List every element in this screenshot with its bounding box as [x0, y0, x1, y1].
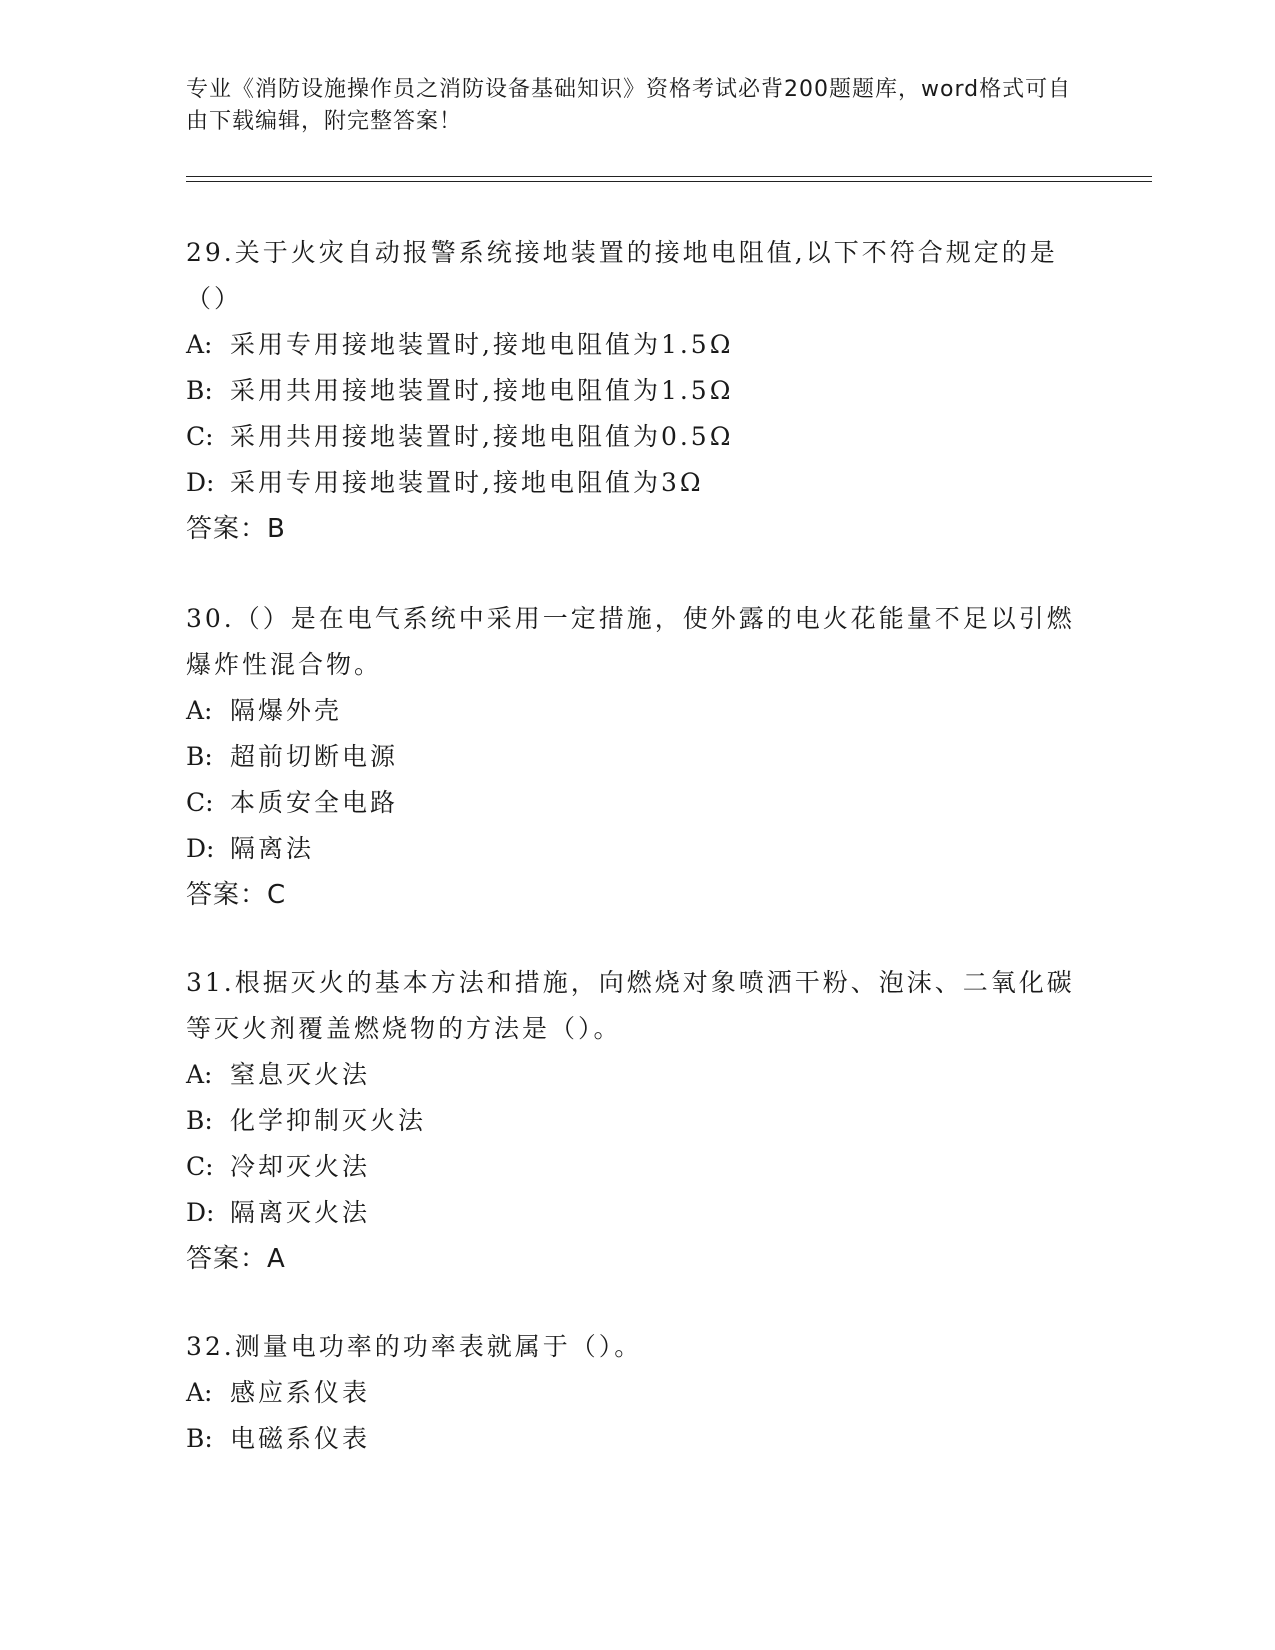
option-letter: D: — [186, 1198, 215, 1227]
option-text: 电磁系仪表 — [230, 1424, 371, 1453]
option-d — [186, 826, 1086, 872]
option-letter: A: — [186, 696, 213, 725]
option-text: 超前切断电源 — [230, 742, 399, 771]
option-text: 隔离法 — [230, 834, 315, 863]
option-a — [186, 688, 1086, 734]
question-31 — [186, 960, 1086, 1282]
option-a — [186, 1370, 1086, 1416]
option-b — [186, 1416, 1086, 1462]
answer-label: 答案：C — [186, 880, 287, 910]
option-text: 采用共用接地装置时,接地电阻值为0.5Ω — [230, 422, 734, 451]
option-letter: B: — [186, 1424, 213, 1453]
question-30 — [186, 596, 1086, 918]
option-letter: B: — [186, 376, 213, 405]
option-text: 隔爆外壳 — [230, 696, 343, 725]
option-c — [186, 780, 1086, 826]
option-text: 采用共用接地装置时,接地电阻值为1.5Ω — [230, 376, 734, 405]
question-29 — [186, 230, 1086, 552]
question-stem: 30.（）是在电气系统中采用一定措施，使外露的电火花能量不足以引燃爆炸性混合物。 — [186, 604, 1075, 679]
option-text: 采用专用接地装置时,接地电阻值为1.5Ω — [230, 330, 734, 359]
question-stem: 32.测量电功率的功率表就属于（）。 — [186, 1332, 643, 1361]
option-c — [186, 414, 1086, 460]
option-letter: C: — [186, 788, 214, 817]
option-text: 化学抑制灭火法 — [230, 1106, 427, 1135]
option-d — [186, 460, 1086, 506]
question-32 — [186, 1324, 1086, 1462]
option-letter: D: — [186, 468, 215, 497]
option-letter: C: — [186, 1152, 214, 1181]
option-letter: A: — [186, 330, 213, 359]
option-letter: A: — [186, 1060, 213, 1089]
option-letter: B: — [186, 742, 213, 771]
option-letter: A: — [186, 1378, 213, 1407]
option-text: 本质安全电路 — [230, 788, 399, 817]
option-letter: B: — [186, 1106, 213, 1135]
option-b — [186, 368, 1086, 414]
answer-label: 答案：B — [186, 514, 286, 544]
option-letter: D: — [186, 834, 215, 863]
option-letter: C: — [186, 422, 214, 451]
option-d — [186, 1190, 1086, 1236]
option-b — [186, 1098, 1086, 1144]
option-a — [186, 1052, 1086, 1098]
answer-label: 答案：A — [186, 1244, 286, 1274]
option-a — [186, 322, 1086, 368]
option-text: 隔离灭火法 — [230, 1198, 371, 1227]
option-c — [186, 1144, 1086, 1190]
option-text: 感应系仪表 — [230, 1378, 371, 1407]
option-text: 采用专用接地装置时,接地电阻值为3Ω — [230, 468, 704, 497]
header-divider-top — [186, 176, 1152, 177]
option-b — [186, 734, 1086, 780]
option-text: 冷却灭火法 — [230, 1152, 371, 1181]
header-divider-bottom — [186, 181, 1152, 182]
question-stem: 31.根据灭火的基本方法和措施，向燃烧对象喷洒干粉、泡沫、二氧化碳等灭火剂覆盖燃烧物的方法是（）。 — [186, 968, 1075, 1043]
document-header: 专业《消防设施操作员之消防设备基础知识》资格考试必背200题题库，word格式可自由下载编辑，附完整答案！ — [186, 77, 1072, 134]
option-text: 窒息灭火法 — [230, 1060, 371, 1089]
question-stem: 29.关于火灾自动报警系统接地装置的接地电阻值,以下不符合规定的是（） — [186, 238, 1058, 313]
